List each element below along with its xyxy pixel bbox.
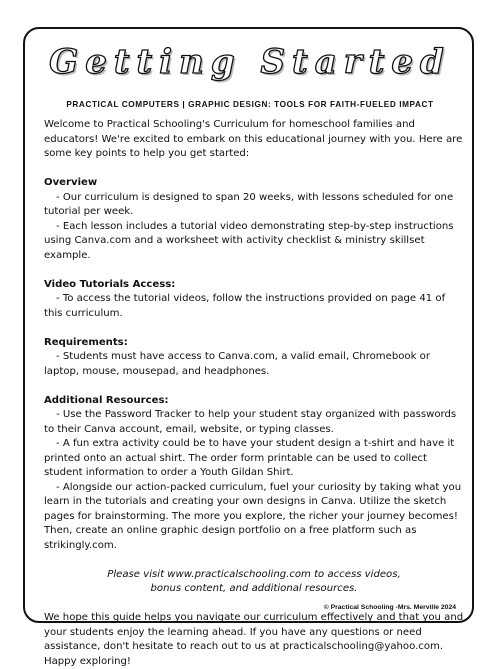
overview-heading: Overview — [44, 177, 98, 188]
video-item: - To access the tutorial videos, follow the instructions provided on page 41 of this curriculum. — [44, 293, 446, 319]
page-subtitle: PRACTICAL COMPUTERS | GRAPHIC DESIGN: TOOLS FOR FAITH-FUELED IMPACT — [66, 100, 434, 109]
requirements-heading: Requirements: — [44, 336, 128, 348]
additional-item: - Alongside our action-packed curriculum, fuel your curiosity by taking what you learn in the tutorials and creating your own designs in Canva. Utilize the sketch pages for brainstorming. The more you explore, the richer your journey becomes! Then, create an online graphic design portfolio on a free platform such as strikingly.com. — [44, 481, 462, 551]
page-title: Getting Started — [49, 42, 451, 82]
additional-item: - Use the Password Tracker to help your student stay organized with passwords to their Canva account, email, website, or typing classes. — [44, 409, 457, 435]
visit-line-1: Please visit www.practicalschooling.com to access videos, — [107, 568, 401, 580]
overview-item: - Our curriculum is designed to span 20 weeks, with lessons scheduled for one tutorial per week. — [44, 191, 454, 217]
overview-item: - Each lesson includes a tutorial video demonstrating step-by-step instructions using Canva.com and a worksheet with activity checklist & ministry skillset example. — [44, 220, 454, 261]
requirements-item: - Students must have access to Canva.com, a valid email, Chromebook or laptop, mouse, mousepad, and headphones. — [44, 351, 430, 377]
additional-item: - A fun extra activity could be to have your student design a t-shirt and have it printed onto an actual shirt. The order form printable can be used to collect student information to order a Youth Gildan Shirt. — [44, 438, 455, 478]
closing-paragraph: We hope this guide helps you navigate our curriculum effectively and that you and your students enjoy the learning ahead. If you have any questions or need assistance, don't hesitate to reach out to us at practicalschooling@yahoo.com. Happy exploring! — [44, 612, 464, 667]
video-heading: Video Tutorials Access: — [44, 278, 176, 290]
copyright-notice: © Practical Schooling -Mrs. Merville 2024 — [323, 604, 456, 611]
document-body — [44, 118, 464, 669]
additional-heading: Additional Resources: — [44, 394, 169, 406]
visit-line-2: bonus content, and additional resources. — [150, 583, 358, 594]
intro-paragraph: Welcome to Practical Schooling's Curriculum for homeschool families and educators! We're excited to embark on this educational journey with you. Here are some key points to help you get started: — [44, 119, 463, 159]
